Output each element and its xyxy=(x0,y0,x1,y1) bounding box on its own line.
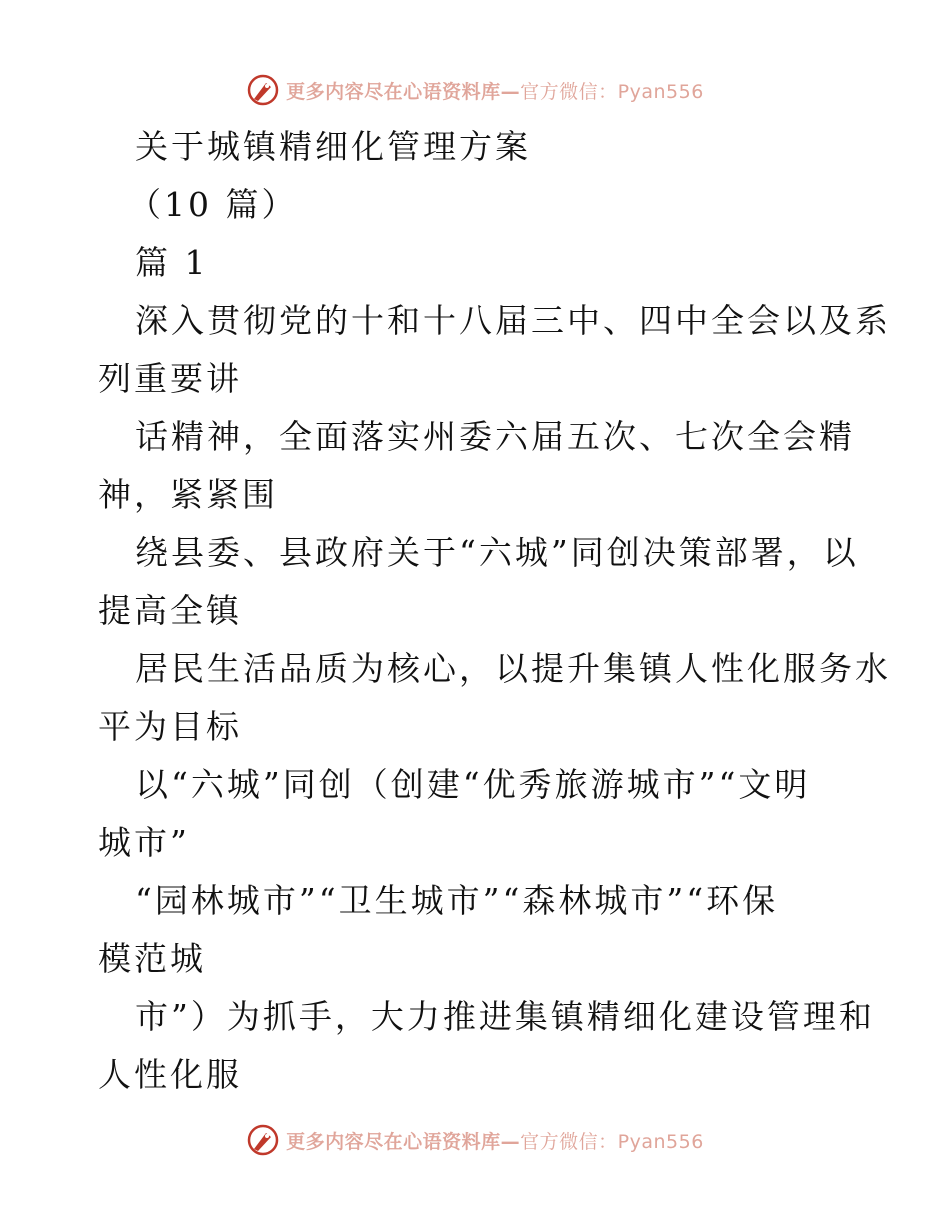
paragraph-line: 城市” xyxy=(98,823,190,862)
header-banner-text xyxy=(286,77,704,104)
paragraph-line: 以“六城”同创（创建“优秀旅游城市”“文明 xyxy=(135,765,811,804)
paragraph-line: 居民生活品质为核心，以提升集镇人性化服务水 xyxy=(135,649,891,688)
footer-banner xyxy=(0,1120,950,1160)
paragraph-line: 平为目标 xyxy=(98,707,242,746)
paragraph-line: 人性化服 xyxy=(98,1055,242,1094)
header-banner xyxy=(0,70,950,110)
document-body xyxy=(98,118,891,1104)
paragraph-line: 神，紧紧围 xyxy=(98,475,278,514)
header-separator: — xyxy=(500,80,521,103)
pen-nib-circle-icon xyxy=(246,73,280,107)
footer-separator: — xyxy=(500,1130,521,1153)
header-brand: 更多内容尽在心语资料库 xyxy=(286,80,501,103)
paragraph-line: 深入贯彻党的十和十八届三中、四中全会以及系 xyxy=(135,301,891,340)
paragraph-line: 提高全镇 xyxy=(98,591,242,630)
paragraph-line: “园林城市”“卫生城市”“森林城市”“环保 xyxy=(135,881,779,920)
footer-brand: 更多内容尽在心语资料库 xyxy=(286,1130,501,1153)
paragraph-line: 市”）为抓手，大力推进集镇精细化建设管理和 xyxy=(135,997,875,1036)
section-heading: 篇 1 xyxy=(135,243,209,282)
paragraph-line: 绕县委、县政府关于“六城”同创决策部署，以 xyxy=(135,533,859,572)
footer-banner-text xyxy=(286,1127,704,1154)
footer-contact: 官方微信：Pyan556 xyxy=(520,1130,704,1153)
paragraph-line: 话精神，全面落实州委六届五次、七次全会精 xyxy=(135,417,855,456)
document-title: 关于城镇精细化管理方案 xyxy=(135,127,531,166)
paragraph-line: 模范城 xyxy=(98,939,206,978)
pen-nib-circle-icon xyxy=(246,1123,280,1157)
paragraph-line: 列重要讲 xyxy=(98,359,242,398)
header-contact: 官方微信：Pyan556 xyxy=(520,80,704,103)
document-subtitle: （10 篇） xyxy=(128,185,298,224)
